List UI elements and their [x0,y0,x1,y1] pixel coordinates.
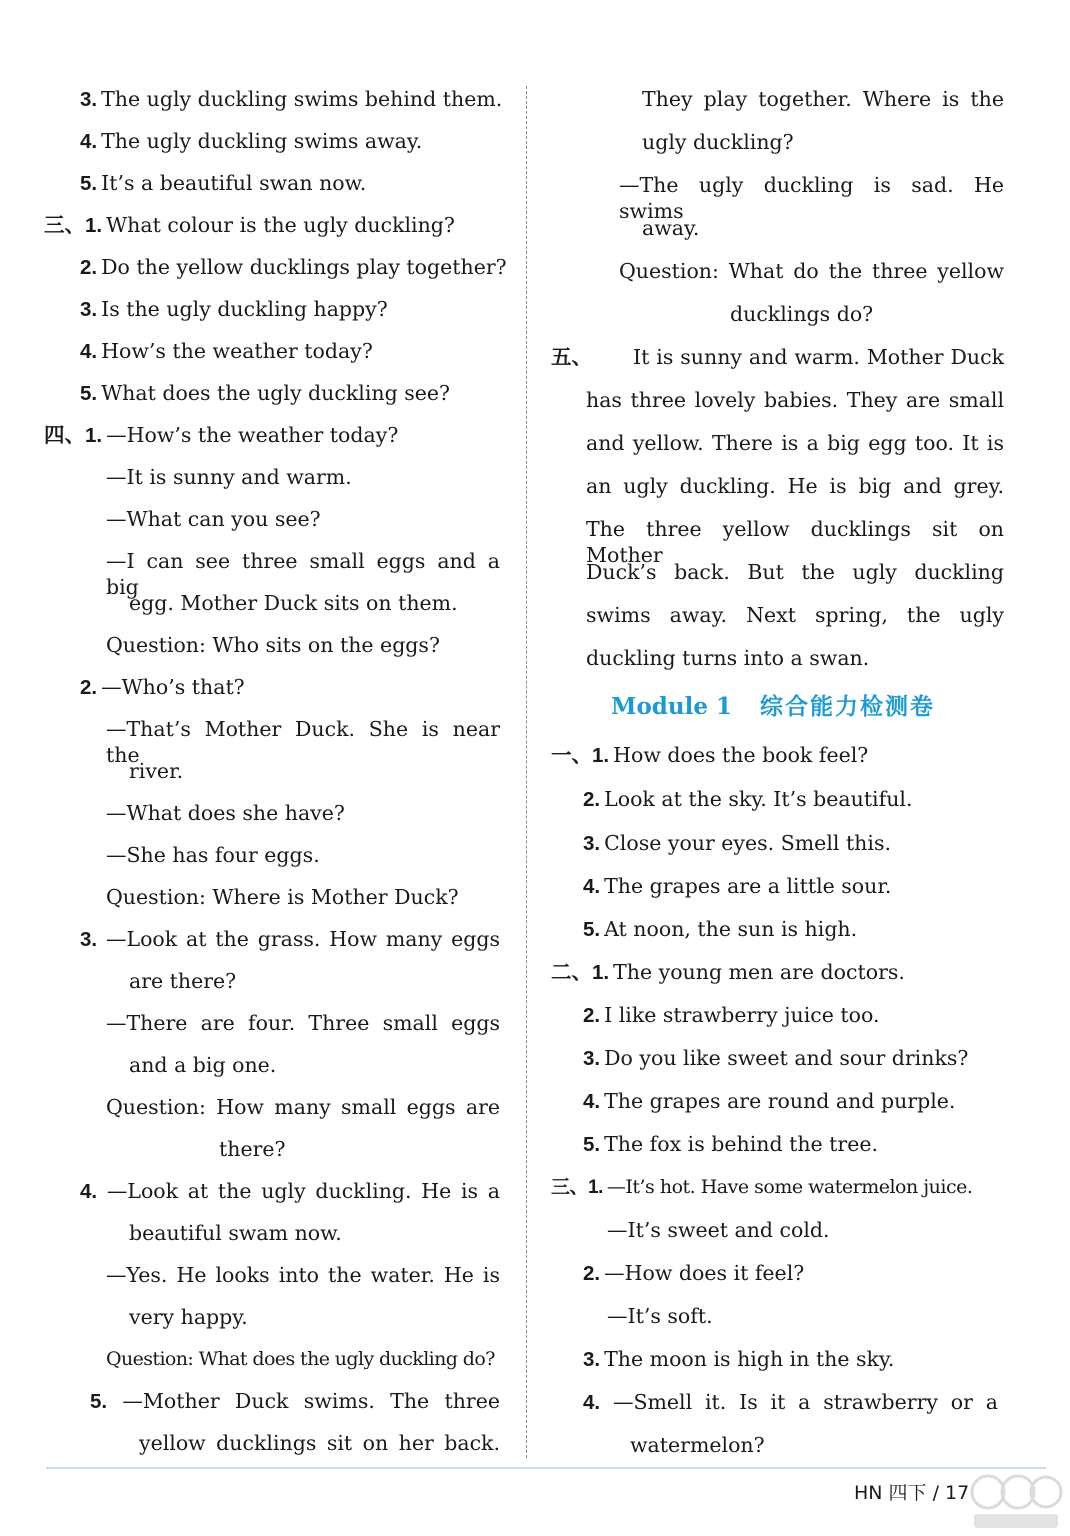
dialogue-line: —She has four eggs. [106,843,320,867]
dialogue-line: beautiful swam now. [129,1221,342,1245]
answer-line: 4. How’s the weather today? [80,339,373,363]
question-line: Question: Who sits on the eggs? [106,633,440,657]
answer-line: 4. The ugly duckling swims away. [80,129,423,153]
answer-line: 3. —Look at the grass. How many eggs [80,927,500,951]
answer-line: 2. I like strawberry juice too. [583,1003,880,1027]
dialogue-line: —Yes. He looks into the water. He is [106,1263,500,1287]
dialogue-line: —What can you see? [106,507,321,531]
answer-line: 4. The grapes are round and purple. [583,1089,956,1113]
question-line: Question: How many small eggs are [106,1095,500,1119]
passage-line: and yellow. There is a big egg too. It is [586,431,1004,455]
answer-line: 3. The moon is high in the sky. [583,1347,895,1371]
dialogue-line: away. [642,216,700,240]
page-number: HN 四下 / 17 [854,1482,970,1504]
dialogue-line: and a big one. [129,1053,277,1077]
dialogue-line: are there? [129,969,237,993]
passage-line: duckling turns into a swan. [586,646,870,670]
question-line: Question: Where is Mother Duck? [106,885,459,909]
question-line: there? [219,1137,286,1161]
answer-line: 2. Look at the sky. It’s beautiful. [583,787,913,811]
dialogue-line: yellow ducklings sit on her back. [139,1431,500,1455]
column-divider [526,86,527,1458]
answer-line: 5. What does the ugly duckling see? [80,381,451,405]
answer-line: 2. —Who’s that? [80,675,245,699]
dialogue-line: —It is sunny and warm. [106,465,352,489]
dialogue-line: —It’s soft. [607,1304,713,1328]
answer-line: 3. Is the ugly duckling happy? [80,297,388,321]
footer-rule [46,1467,1046,1469]
dialogue-line: They play together. Where is the [642,87,1004,111]
dialogue-line: —What does she have? [106,801,345,825]
answer-line: 3. Close your eyes. Smell this. [583,831,891,855]
answer-line: 2. Do the yellow ducklings play together? [80,255,507,279]
answer-line: 5. At noon, the sun is high. [583,917,858,941]
dialogue-line: —I can see three small eggs and a big [106,549,500,599]
section-five-marker: 五、 [551,345,592,369]
section-number: 三、 [44,213,85,237]
module-heading: Module 1 综合能力检测卷 [611,693,935,720]
answer-line: 3. Do you like sweet and sour drinks? [583,1046,969,1070]
dialogue-line: river. [129,759,184,783]
dialogue-line: —It’s sweet and cold. [607,1218,830,1242]
passage-line: Duck’s back. But the ugly duckling [586,560,1004,584]
section-two-line: 二、1. The young men are doctors. [551,960,905,984]
answer-line: 5. It’s a beautiful swan now. [80,171,367,195]
answer-line: 4. The grapes are a little sour. [583,874,892,898]
watermark-logo-icon [968,1470,1063,1532]
dialogue-line: —That’s Mother Duck. She is near the [106,717,500,767]
section-one-line: 一、1. How does the book feel? [551,743,869,767]
answer-line: 5. —Mother Duck swims. The three [90,1389,500,1413]
dialogue-line: ugly duckling? [642,130,794,154]
answer-line: 4. —Look at the ugly duckling. He is a [80,1179,500,1203]
section-three-line: 三、1. —It’s hot. Have some watermelon juice. [551,1176,973,1198]
section-number: 四、 [44,423,85,447]
dialogue-line: —There are four. Three small eggs [106,1011,500,1035]
answer-line: 4. —Smell it. Is it a strawberry or a [583,1390,998,1414]
passage-line: It is sunny and warm. Mother Duck [633,345,1004,369]
question-line: Question: What do the three yellow [619,259,1004,283]
passage-line: an ugly duckling. He is big and grey. [586,474,1004,498]
answer-line: 5. The fox is behind the tree. [583,1132,878,1156]
answer-line: 2. —How does it feel? [583,1261,805,1285]
dialogue-line: watermelon? [630,1433,765,1457]
dialogue-line: very happy. [129,1305,248,1329]
section-four-line: 四、1. —How’s the weather today? [44,423,399,447]
passage-line: has three lovely babies. They are small [586,388,1004,412]
passage-line: The three yellow ducklings sit on Mother [586,517,1004,567]
dialogue-line: egg. Mother Duck sits on them. [129,591,458,615]
question-line: Question: What does the ugly duckling do? [106,1348,495,1370]
passage-line: swims away. Next spring, the ugly [586,603,1004,627]
answer-line: 3. The ugly duckling swims behind them. [80,87,503,111]
question-line: ducklings do? [730,302,874,326]
section-three-line: 三、1. What colour is the ugly duckling? [44,213,455,237]
dialogue-line: —The ugly duckling is sad. He swims [619,173,1004,223]
